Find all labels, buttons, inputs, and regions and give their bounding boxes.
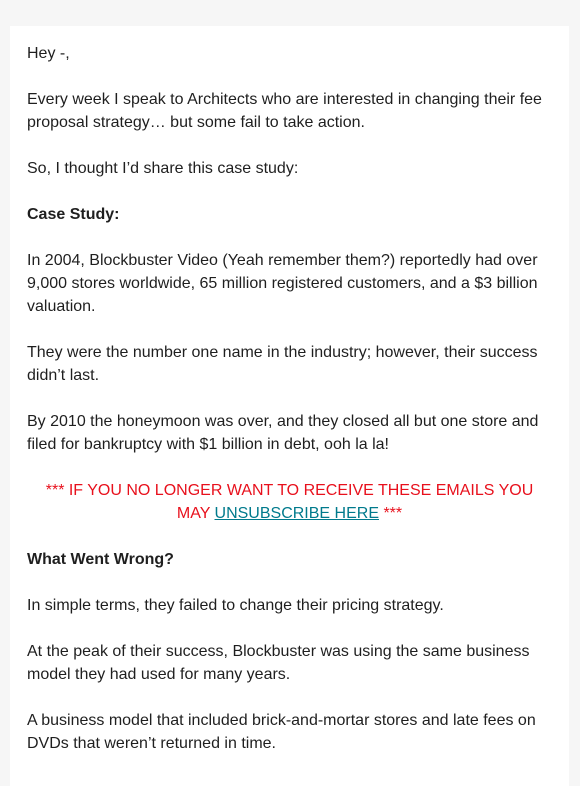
success-paragraph: They were the number one name in the industry; however, their success didn’t last. [27,344,538,384]
business-model-paragraph: A business model that included brick-and-mortar stores and late fees on DVDs that weren’t returned in time. [27,712,536,752]
unsubscribe-link[interactable]: UNSUBSCRIBE HERE [214,505,379,522]
intro-paragraph: Every week I speak to Architects who are interested in changing their fee proposal strategy… but some fail to take action. [27,91,542,131]
case-study-heading: Case Study: [27,206,120,223]
what-went-wrong-heading: What Went Wrong? [27,551,174,568]
email-body [10,26,569,786]
unsubscribe-suffix: *** [379,505,403,522]
peak-paragraph: At the peak of their success, Blockbuster was using the same business model they had used for many years. [27,643,530,683]
simple-terms-paragraph: In simple terms, they failed to change their pricing strategy. [27,597,444,614]
share-paragraph: So, I thought I’d share this case study: [27,160,299,177]
unsubscribe-notice [27,479,552,525]
greeting: Hey -, [27,45,70,62]
blockbuster-2004-paragraph: In 2004, Blockbuster Video (Yeah remember them?) reportedly had over 9,000 stores worldwide, 65 million registered customers, and a $3 billion valuation. [27,252,538,315]
bankruptcy-paragraph: By 2010 the honeymoon was over, and they closed all but one store and filed for bankruptcy with $1 billion in debt, ooh la la! [27,413,539,453]
unsubscribe-prefix: *** IF YOU NO LONGER WANT TO RECEIVE THESE EMAILS YOU MAY [45,482,534,522]
